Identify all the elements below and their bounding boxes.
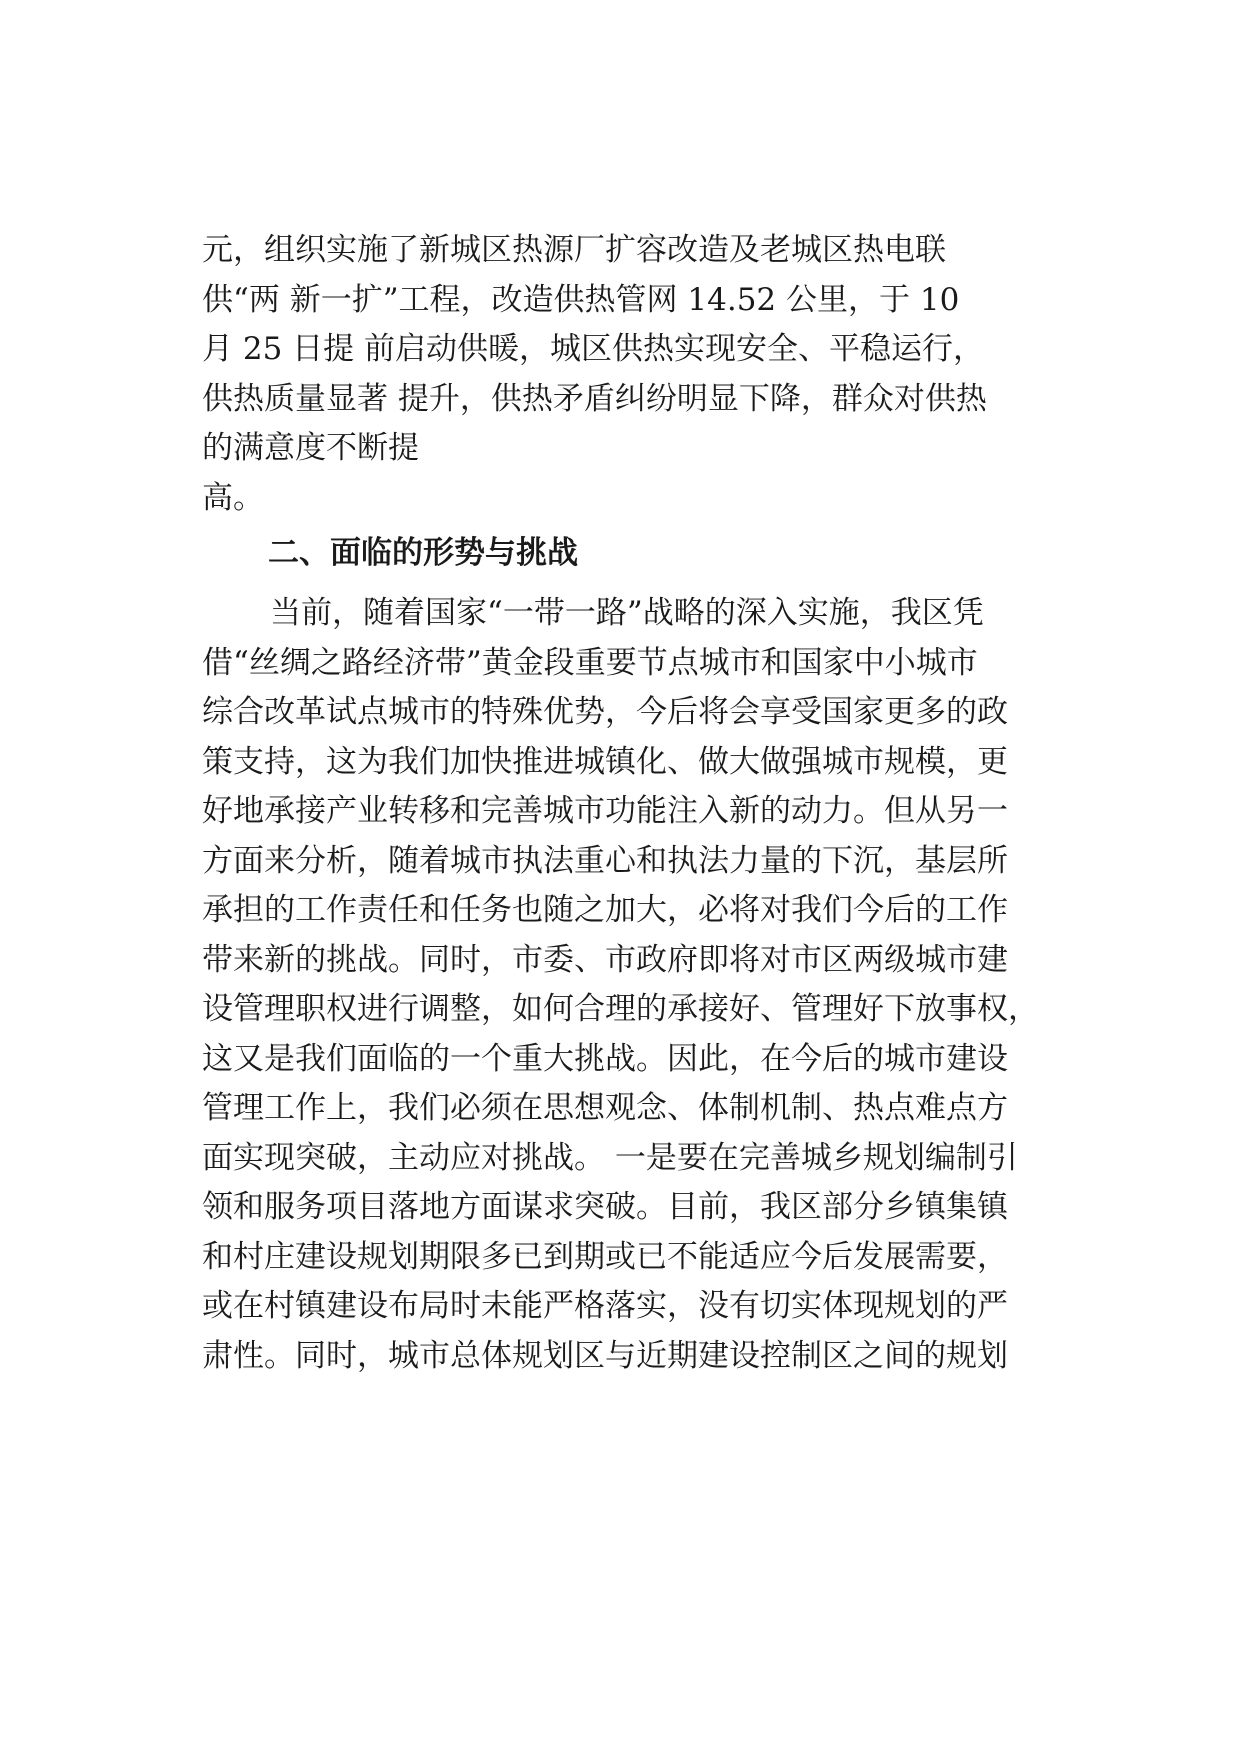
text-line: 策支持，这为我们加快推进城镇化、做大做强城市规模，更 (202, 743, 1008, 780)
text-line: 领和服务项目落地方面谋求突破。目前，我区部分乡镇集镇 (202, 1189, 1008, 1225)
text-line: 肃性。同时，城市总体规划区与近期建设控制区之间的规划 (202, 1337, 1008, 1374)
text-line: 供热质量显著 提升，供热矛盾纠纷明显下降，群众对供热 (202, 380, 987, 417)
text-line: 设管理职权进行调整，如何合理的承接好、管理好下放事权， (202, 991, 1039, 1027)
text-line: 管理工作上，我们必须在思想观念、体制机制、热点难点方 (202, 1090, 1008, 1126)
text-line: 当前，随着国家“一带一路”战略的深入实施，我区凭 (270, 595, 984, 631)
paragraph-heating-results (202, 226, 1062, 523)
text-line: 和村庄建设规划期限多已到期或已不能适应今后发展需要， (202, 1238, 1008, 1275)
text-line: 好地承接产业转移和完善城市功能注入新的动力。但从另一 (202, 793, 1008, 829)
text-line: 元，组织实施了新城区热源厂扩容改造及老城区热电联 (202, 232, 946, 268)
text-line: 带来新的挑战。同时，市委、市政府即将对市区两级城市建 (202, 941, 1008, 978)
text-line: 承担的工作责任和任务也随之加大，必将对我们今后的工作 (202, 892, 1008, 928)
text-line: 供“两 新一扩”工程，改造供热管网 14.52 公里，于 10 (202, 281, 960, 318)
text-line: 面实现突破，主动应对挑战。 一是要在完善城乡规划编制引 (202, 1139, 1018, 1176)
text-line: 综合改革试点城市的特殊优势，今后将会享受国家更多的政 (202, 694, 1008, 730)
text-line: 或在村镇建设布局时未能严格落实，没有切实体现规划的严 (202, 1288, 1008, 1324)
text-line: 高。 (202, 479, 264, 516)
section-heading: 二、面临的形势与挑战 (268, 535, 578, 571)
text-line: 月 25 日提 前启动供暖，城区供热实现安全、平稳运行， (202, 331, 985, 367)
text-line: 方面来分析，随着城市执法重心和执法力量的下沉，基层所 (202, 842, 1008, 879)
text-line: 借“丝绸之路经济带”黄金段重要节点城市和国家中小城市 (202, 644, 978, 681)
text-line: 这又是我们面临的一个重大挑战。因此，在今后的城市建设 (202, 1040, 1008, 1077)
paragraph-situation-challenges (202, 589, 1062, 1381)
text-line: 的满意度不断提 (202, 430, 419, 466)
